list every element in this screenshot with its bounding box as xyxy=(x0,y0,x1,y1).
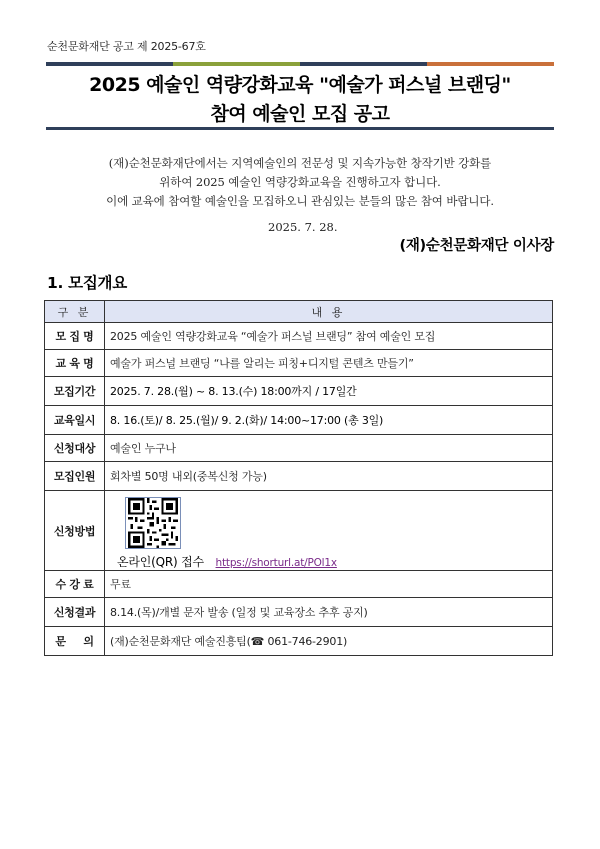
title-bottom-bar xyxy=(46,127,554,130)
apply-link[interactable]: https://shorturl.at/POl1x xyxy=(215,557,337,569)
row-label: 신청대상 xyxy=(45,435,105,462)
table-row xyxy=(45,377,553,406)
section-heading: 1. 모집개요 xyxy=(47,274,127,292)
page-title-line2: 참여 예술인 모집 공고 xyxy=(210,103,390,125)
row-value: 8. 16.(토)/ 8. 25.(월)/ 9. 2.(화)/ 14:00~17:00 (총 3일) xyxy=(105,406,553,435)
row-value: 2025 예술인 역량강화교육 “예술가 퍼스널 브랜딩” 참여 예술인 모집 xyxy=(105,323,553,350)
row-value: 2025. 7. 28.(월) ~ 8. 13.(수) 18:00까지 / 17일간 xyxy=(105,377,553,406)
row-value: (재)순천문화재단 예술진흥팀(☎ 061-746-2901) xyxy=(105,627,553,656)
apply-method-text: 온라인(QR) 접수 xyxy=(117,555,204,569)
row-label: 모 집 명 xyxy=(45,323,105,350)
qr-caption xyxy=(117,553,337,570)
table-row xyxy=(45,323,553,350)
signer: (재)순천문화재단 이사장 xyxy=(399,238,554,254)
table-row xyxy=(45,571,553,598)
row-label: 교육일시 xyxy=(45,406,105,435)
overview-table xyxy=(44,300,553,656)
row-label: 신청결과 xyxy=(45,598,105,627)
row-label: 모집인원 xyxy=(45,462,105,491)
table-row xyxy=(45,598,553,627)
table-row xyxy=(45,627,553,656)
intro-line-2: 위하여 2025 예술인 역량강화교육을 진행하고자 합니다. xyxy=(159,175,441,189)
row-value-qr xyxy=(105,491,553,571)
row-label: 교 육 명 xyxy=(45,350,105,377)
table-row xyxy=(45,350,553,377)
row-value: 예술인 누구나 xyxy=(105,435,553,462)
table-row xyxy=(45,406,553,435)
table-row xyxy=(45,435,553,462)
row-label: 신청방법 xyxy=(45,491,105,571)
row-label: 문 의 xyxy=(45,627,105,656)
notice-number: 순천문화재단 공고 제 2025-67호 xyxy=(47,40,206,53)
row-label: 모집기간 xyxy=(45,377,105,406)
page-title-line1: 2025 예술인 역량강화교육 "예술가 퍼스널 브랜딩" xyxy=(89,74,511,96)
title-top-bar xyxy=(46,62,554,66)
table-row xyxy=(45,462,553,491)
row-value: 무료 xyxy=(105,571,553,598)
intro-line-3: 이에 교육에 참여할 예술인을 모집하오니 관심있는 분들의 많은 참여 바랍니다. xyxy=(106,194,494,208)
intro-line-1: (재)순천문화재단에서는 지역예술인의 전문성 및 지속가능한 창작기반 강화를 xyxy=(108,156,492,170)
table-header-value: 내 용 xyxy=(105,301,553,323)
qr-code-icon[interactable] xyxy=(125,497,181,549)
table-header-label: 구 분 xyxy=(45,301,105,323)
row-label: 수 강 료 xyxy=(45,571,105,598)
row-value: 8.14.(목)/개별 문자 발송 (일정 및 교육장소 추후 공지) xyxy=(105,598,553,627)
table-row xyxy=(45,491,553,571)
notice-date: 2025. 7. 28. xyxy=(268,220,338,234)
row-value: 회차별 50명 내외(중복신청 가능) xyxy=(105,462,553,491)
row-value: 예술가 퍼스널 브랜딩 “나를 알리는 피칭+디지털 콘텐츠 만들기” xyxy=(105,350,553,377)
